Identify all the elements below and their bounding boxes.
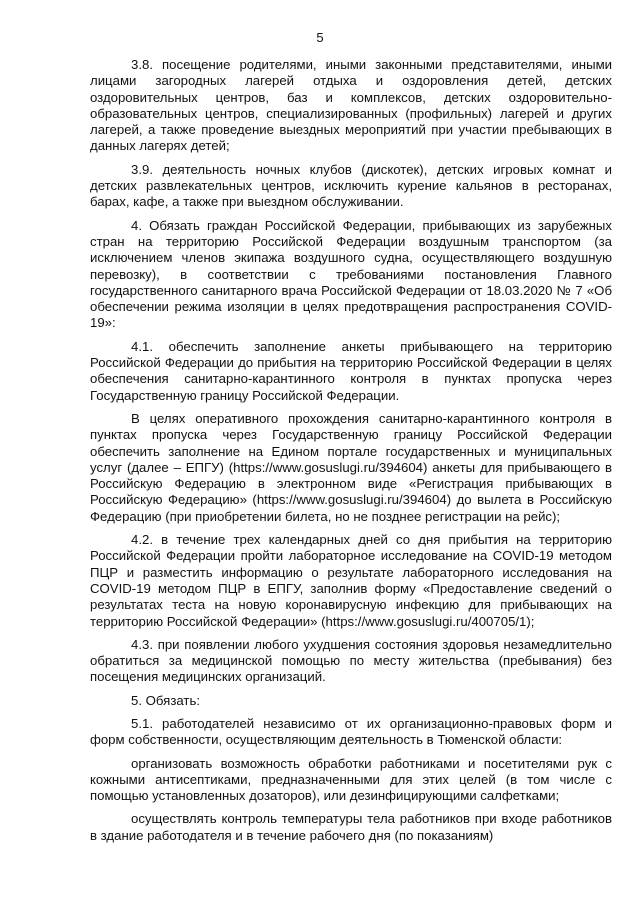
paragraph-3-9: 3.9. деятельность ночных клубов (дискотек), детских игровых комнат и детских развлекательных центров, исключить курение кальянов в ресторанах, барах, кафе, а также при выездном обслуживании. bbox=[90, 161, 612, 210]
paragraph-4-1: 4.1. обеспечить заполнение анкеты прибывающего на территорию Российской Федерации до прибытия на территорию Российской Федерации в целях обеспечения санитарно-карантинного контроля в пунктах пропуска через Государственную границу Российской Федерации. bbox=[90, 338, 612, 403]
document-body bbox=[90, 57, 612, 851]
paragraph-3-8: 3.8. посещение родителями, иными законными представителями, иными лицами загородных лагерей отдыха и оздоровления детей, детских оздоровительных центров, баз и комплексов, детских оздоровительно-образовательных центров, специализированных (профильных) лагерей и других лагерей, а также проведение выездных мероприятий при участии пребывающих в данных лагерях детей; bbox=[90, 57, 612, 154]
paragraph-5: 5. Обязать: bbox=[131, 692, 200, 708]
paragraph-4-2: 4.2. в течение трех календарных дней со дня прибытия на территорию Российской Федерации пройти лабораторное исследование на COVID-19 методом ПЦР и разместить информацию о результате лабораторного исследования на COVID-19 методом ПЦР в ЕПГУ, заполнив форму «Предоставление сведений о результатах теста на новую коронавирусную инфекцию для прибывающих на территорию Российской Федерации» (https://www.gosuslugi.ru/400705/1); bbox=[90, 532, 612, 629]
paragraph-4-3: 4.3. при появлении любого ухудшения состояния здоровья незамедлительно обратиться за медицинской помощью по месту жительства (пребывания) без посещения медицинских организаций. bbox=[90, 636, 612, 685]
page-number: 5 bbox=[316, 30, 324, 45]
paragraph-5-1-antiseptics: организовать возможность обработки работниками и посетителями рук с кожными антисептиками, предназначенными для этих целей (в том числе с помощью установленных дозаторов), или дезинфицирующими салфетками; bbox=[90, 755, 612, 804]
paragraph-4-1-details: В целях оперативного прохождения санитарно-карантинного контроля в пунктах пропуска через Государственную границу Российской Федерации обеспечить заполнение на Едином портале государственных и муниципальных услуг (далее – ЕПГУ) (https://www.gosuslugi.ru/394604) анкеты для прибывающего в Российскую Федерацию в электронном виде «Регистрация прибывающих в Российскую Федерацию» (https://www.gosuslugi.ru/394604) до вылета в Российскую Федерацию (при приобретении билета, но не позднее регистрации на рейс); bbox=[90, 410, 612, 524]
paragraph-4: 4. Обязать граждан Российской Федерации, прибывающих из зарубежных стран на территорию Российской Федерации воздушным транспортом (за исключением членов экипажа воздушного судна, осуществляющего воздушную перевозку), в соответствии с требованиями постановления Главного государственного санитарного врача Российской Федерации от 18.03.2020 № 7 «Об обеспечении режима изоляции в целях предотвращения распространения COVID-19»: bbox=[90, 217, 612, 331]
paragraph-5-1: 5.1. работодателей независимо от их организационно-правовых форм и форм собственности, осуществляющим деятельность в Тюменской области: bbox=[90, 715, 612, 748]
paragraph-5-1-temperature: осуществлять контроль температуры тела работников при входе работников в здание работодателя и в течение рабочего дня (по показаниям) bbox=[90, 811, 612, 843]
